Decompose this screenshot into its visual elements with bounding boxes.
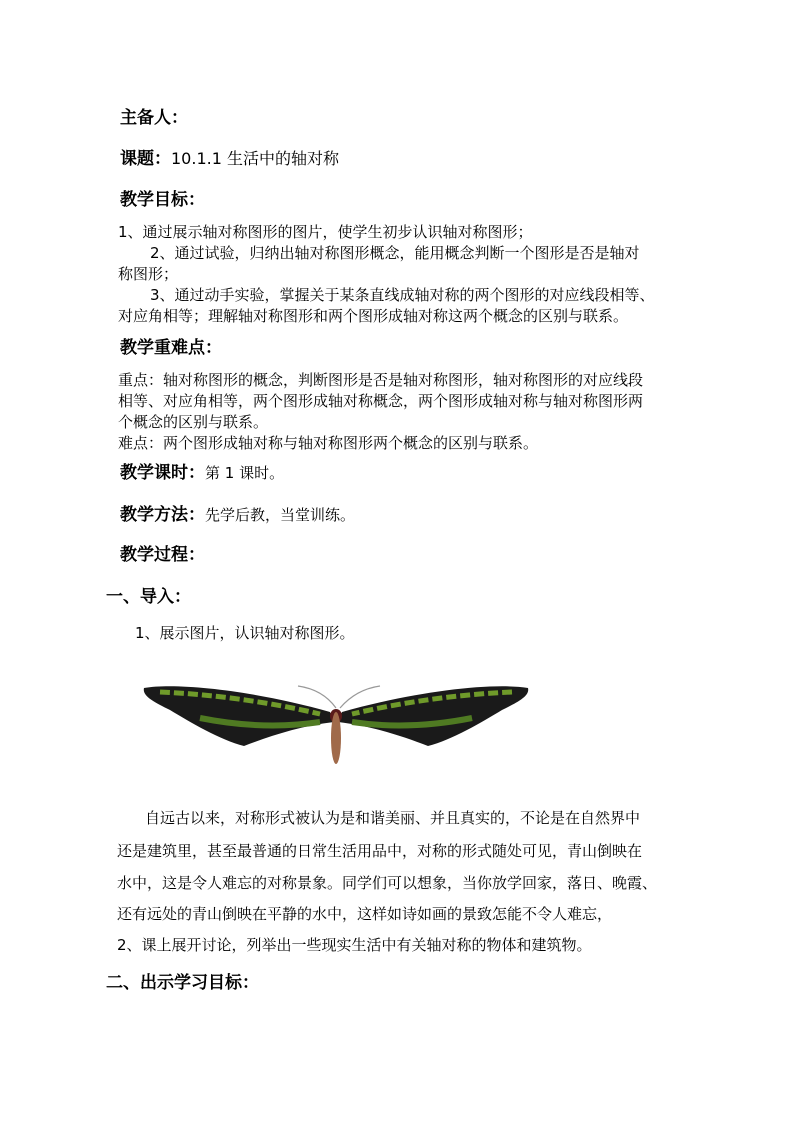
keypoint-line-4: 难点：两个图形成轴对称与轴对称图形两个概念的区别与联系。 <box>118 434 539 452</box>
paragraph-line-1: 自远古以来，对称形式被认为是和谐美丽、并且真实的，不论是在自然界中 <box>145 809 641 827</box>
paragraph-line-4: 还有远处的青山倒映在平静的水中，这样如诗如画的景致怎能不令人难忘， <box>117 905 613 923</box>
hours-value: 第 1 课时。 <box>205 464 285 482</box>
objectives-heading: 教学目标： <box>120 190 205 210</box>
butterfly-body <box>331 712 341 764</box>
keypoint-line-3: 个概念的区别与联系。 <box>118 413 269 431</box>
section2-heading: 二、出示学习目标： <box>106 973 259 993</box>
section1-item1: 1、展示图片，认识轴对称图形。 <box>135 624 355 642</box>
topic-value: 10.1.1 生活中的轴对称 <box>171 149 339 168</box>
process-heading: 教学过程： <box>120 545 205 565</box>
preparer-label: 主备人： <box>120 108 188 128</box>
topic-label: 课题： <box>120 149 171 169</box>
section1-heading: 一、导入： <box>106 587 191 607</box>
paragraph-line-2: 还是建筑里，甚至最普通的日常生活用品中，对称的形式随处可见，青山倒映在 <box>117 842 643 860</box>
method-line <box>120 507 355 524</box>
keypoint-line-2: 相等、对应角相等，两个图形成轴对称概念，两个图形成轴对称与轴对称图形两 <box>118 392 644 410</box>
objective-line-3: 称图形； <box>118 265 179 283</box>
paragraph-line-3: 水中，这是令人难忘的对称景象。同学们可以想象，当你放学回家，落日、晚霞、 <box>117 874 658 892</box>
butterfly-image <box>140 682 532 768</box>
objective-line-1: 1、通过展示轴对称图形的图片，使学生初步认识轴对称图形； <box>118 223 533 241</box>
right-wing <box>338 686 528 746</box>
method-value: 先学后教，当堂训练。 <box>205 506 356 524</box>
topic-line <box>120 151 339 168</box>
keypoints-heading: 教学重难点： <box>120 338 222 358</box>
hours-line <box>120 465 284 482</box>
method-label: 教学方法： <box>120 505 205 525</box>
left-wing <box>144 686 334 746</box>
keypoint-line-1: 重点：轴对称图形的概念，判断图形是否是轴对称图形，轴对称图形的对应线段 <box>118 371 644 389</box>
objective-line-2: 2、通过试验，归纳出轴对称图形概念，能用概念判断一个图形是否是轴对 <box>150 244 640 262</box>
antenna-left <box>298 686 336 708</box>
objective-line-4: 3、通过动手实验，掌握关于某条直线成轴对称的两个图形的对应线段相等、 <box>150 286 655 304</box>
section1-item2: 2、课上展开讨论，列举出一些现实生活中有关轴对称的物体和建筑物。 <box>117 936 592 954</box>
hours-label: 教学课时： <box>120 463 205 483</box>
objective-line-5: 对应角相等；理解轴对称图形和两个图形成轴对称这两个概念的区别与联系。 <box>118 307 629 325</box>
